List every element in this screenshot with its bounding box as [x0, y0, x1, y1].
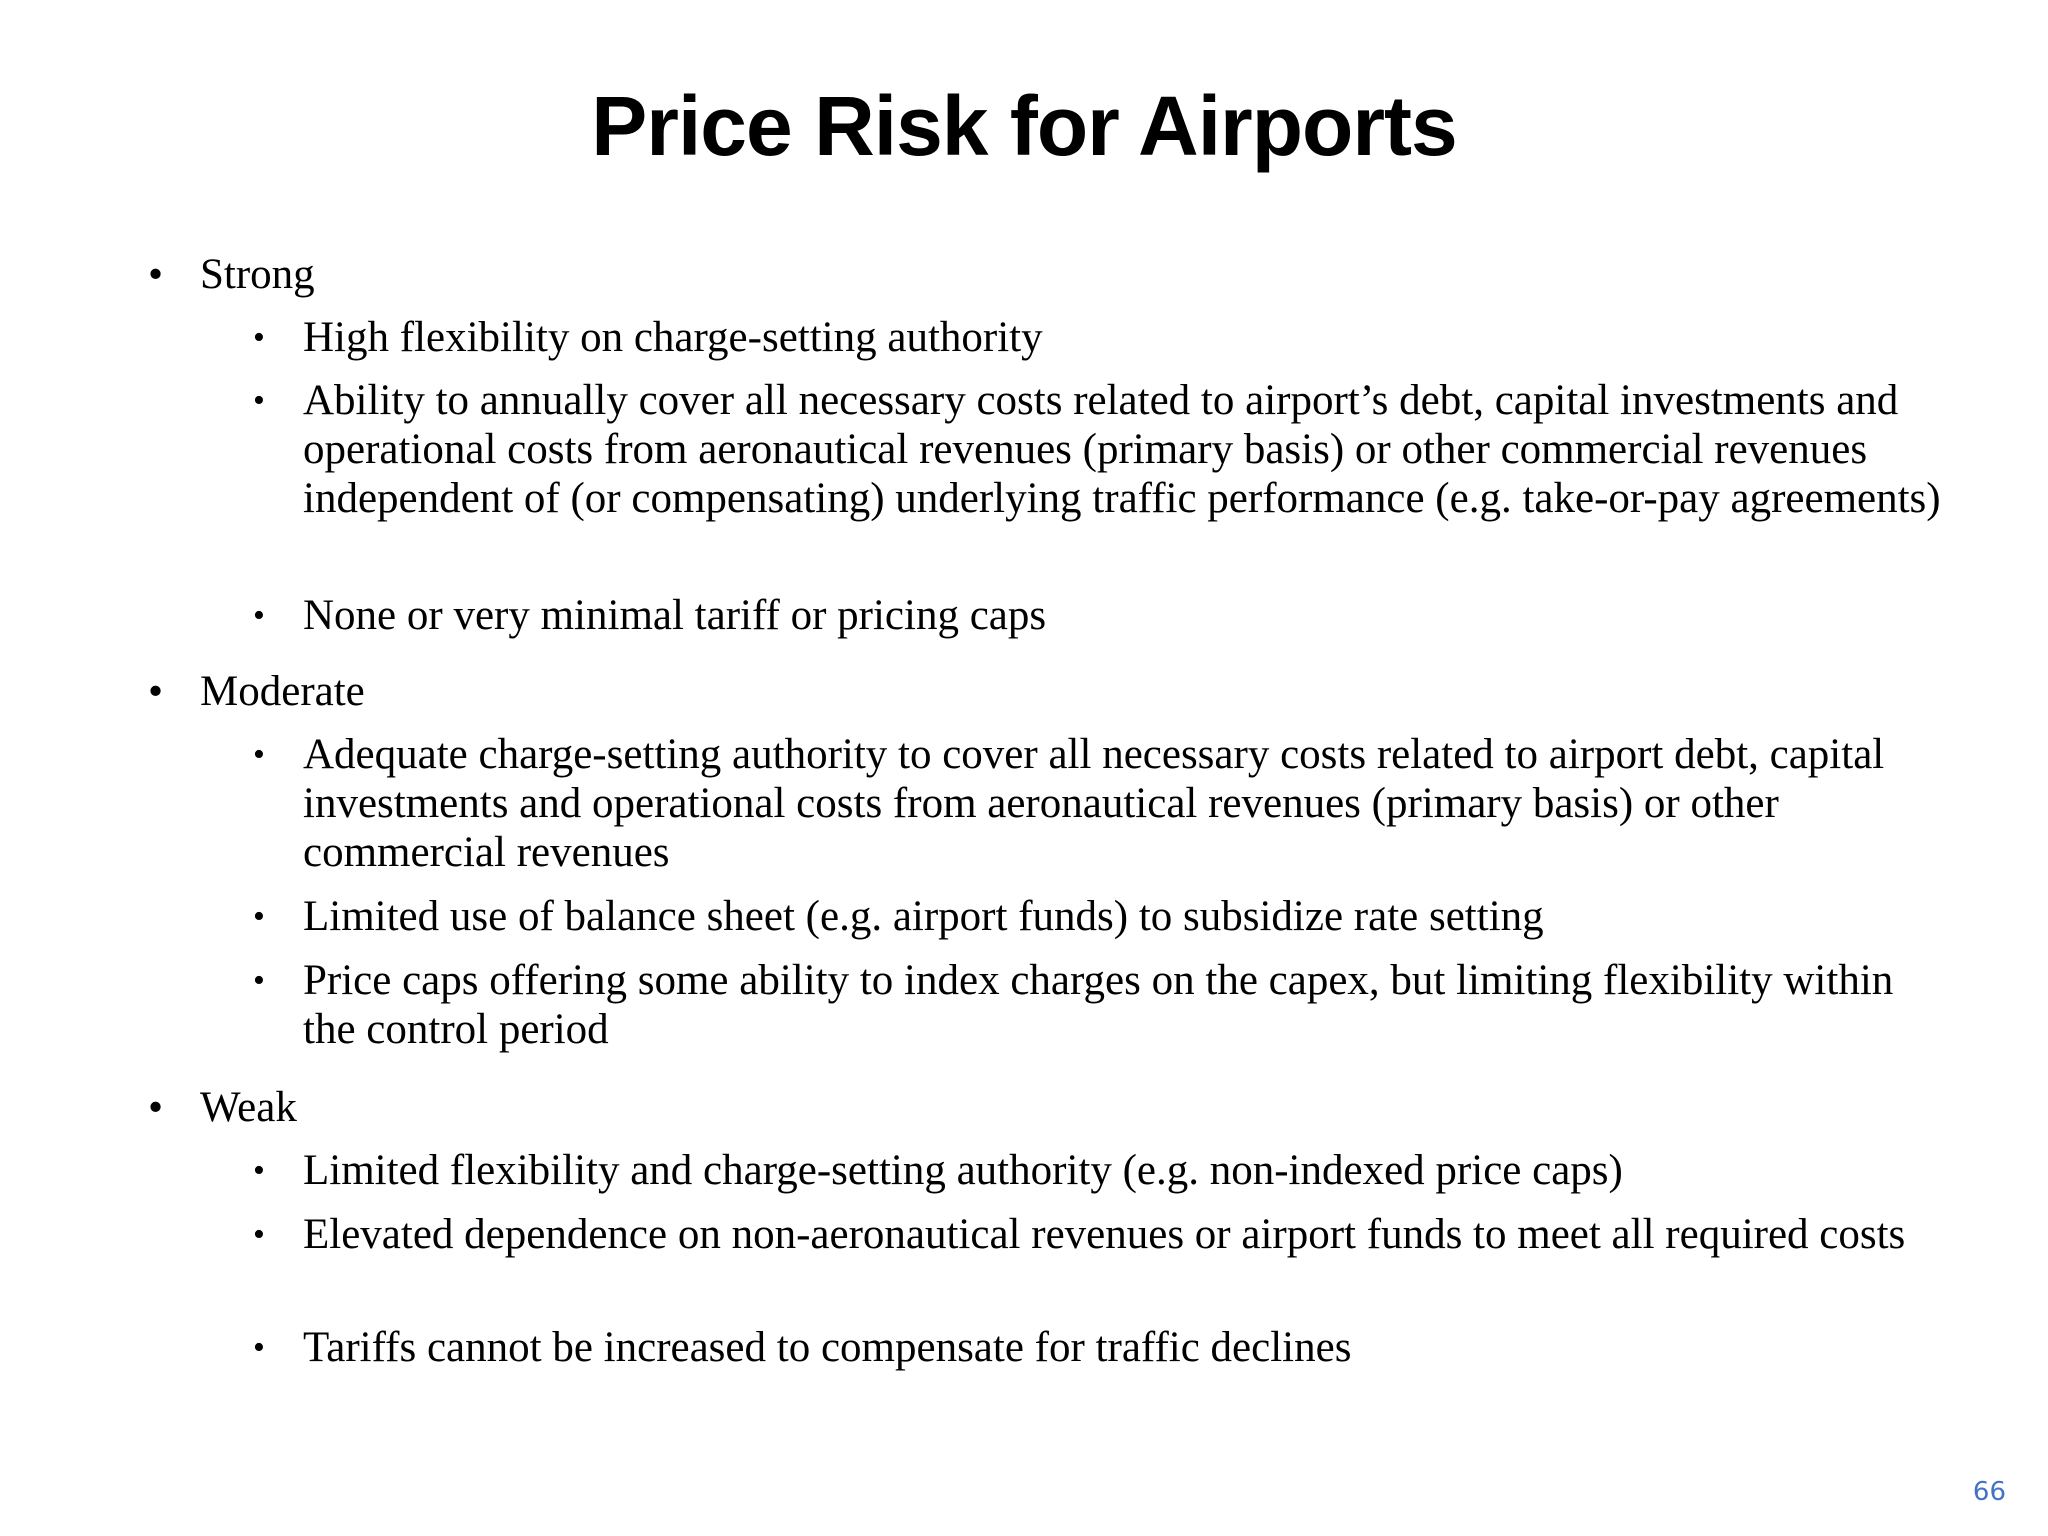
- section-bullet: •: [148, 668, 164, 715]
- item-bullet: •: [253, 1152, 265, 1189]
- item-bullet: •: [253, 898, 265, 935]
- list-item: None or very minimal tariff or pricing caps: [303, 592, 1047, 639]
- list-item: Price caps offering some ability to index charges on the capex, but limiting flexibility within the control period: [303, 957, 1894, 1053]
- list-item: Adequate charge-setting authority to cover all necessary costs related to airport debt, capital investments and operational costs from aeronautical revenues (primary basis) or other commercial revenues: [303, 731, 1885, 876]
- item-bullet: •: [253, 1216, 265, 1253]
- item-bullet: •: [253, 1329, 265, 1366]
- page-number: 66: [1972, 1477, 2006, 1507]
- section-heading-moderate: Moderate: [200, 668, 365, 715]
- list-item: High flexibility on charge-setting authority: [303, 314, 1043, 361]
- slide-title: Price Risk for Airports: [591, 79, 1457, 173]
- item-bullet: •: [253, 736, 265, 773]
- section-bullet: •: [148, 1084, 164, 1131]
- item-bullet: •: [253, 319, 265, 356]
- section-heading-weak: Weak: [200, 1084, 297, 1131]
- section-heading-strong: Strong: [200, 251, 315, 298]
- list-item: Ability to annually cover all necessary costs related to airport’s debt, capital investments and operational costs from aeronautical revenues (primary basis) or other commercial revenues independent of (or compensating) underlying traffic performance (e.g. take-or-pay agreements): [303, 377, 1941, 522]
- item-bullet: •: [253, 382, 265, 419]
- list-item: Tariffs cannot be increased to compensate for traffic declines: [303, 1324, 1352, 1371]
- item-bullet: •: [253, 597, 265, 634]
- list-item: Limited use of balance sheet (e.g. airport funds) to subsidize rate setting: [303, 893, 1544, 940]
- list-item: Elevated dependence on non-aeronautical revenues or airport funds to meet all required costs: [303, 1211, 1906, 1258]
- list-item: Limited flexibility and charge-setting authority (e.g. non-indexed price caps): [303, 1147, 1623, 1194]
- section-bullet: •: [148, 251, 164, 298]
- item-bullet: •: [253, 962, 265, 999]
